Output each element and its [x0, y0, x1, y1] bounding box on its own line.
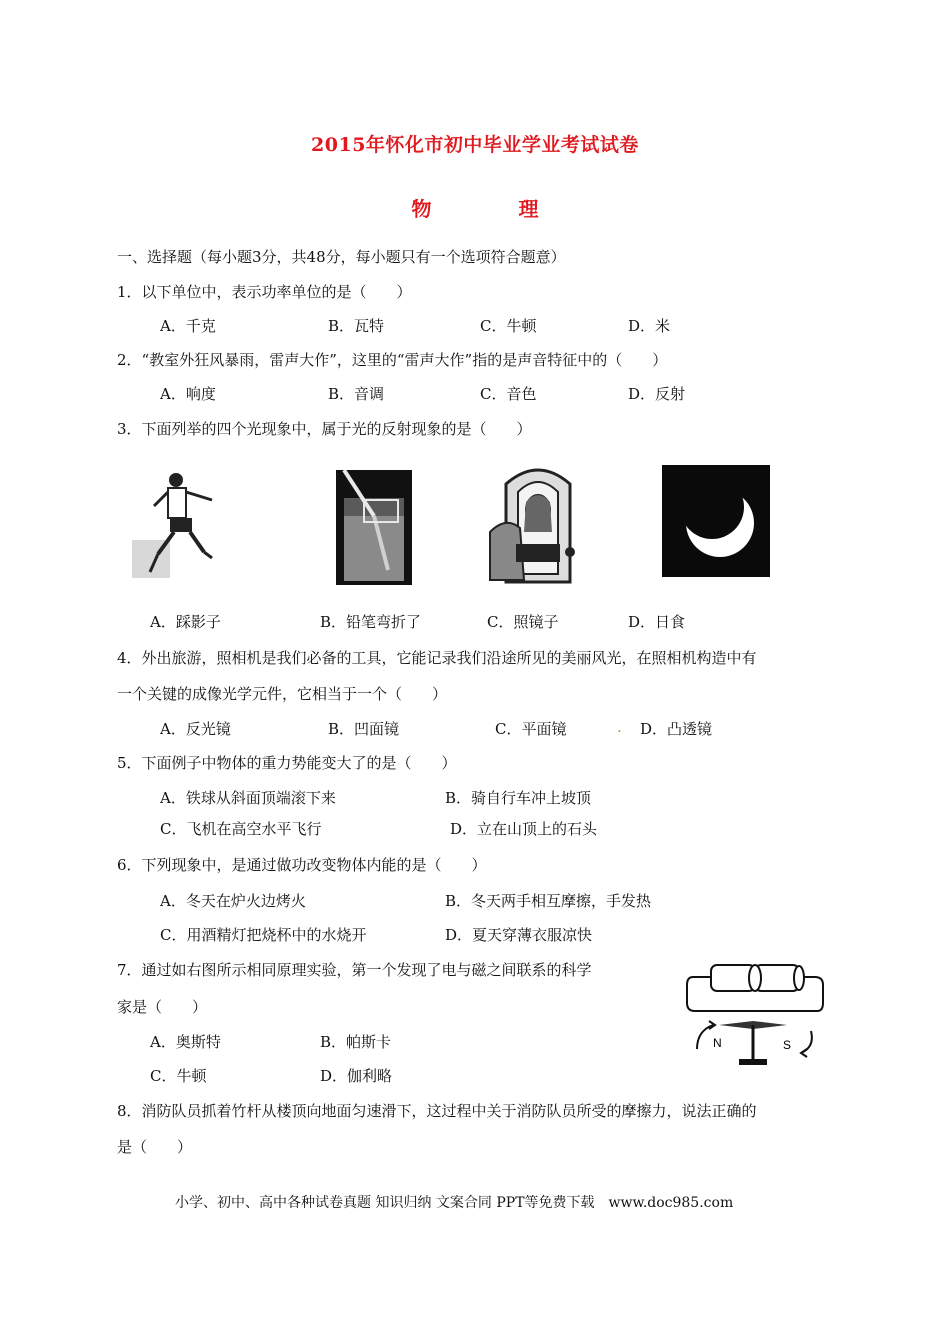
north-pole-label: N	[713, 1036, 722, 1050]
q7-option-c: C．牛顿	[150, 1067, 207, 1085]
q4-option-a: A．反光镜	[160, 720, 231, 738]
q3-option-b: B．铅笔弯折了	[320, 613, 422, 631]
question-7-stem-line-2: 家是（ ）	[117, 998, 208, 1016]
oersted-experiment-figure	[683, 955, 828, 1075]
q6-option-c: C．用酒精灯把烧杯中的水烧开	[160, 926, 367, 944]
q1-option-c: C．牛顿	[480, 317, 537, 335]
south-pole-label: S	[783, 1038, 792, 1052]
q6-option-a: A．冬天在炉火边烤火	[160, 892, 306, 910]
q4-option-b: B．凹面镜	[328, 720, 400, 738]
question-8-stem-line-2: 是（ ）	[117, 1138, 193, 1156]
looking-in-mirror-figure	[488, 462, 588, 584]
q4-option-d: D．凸透镜	[640, 720, 713, 738]
q2-option-d: D．反射	[628, 385, 686, 403]
q3-option-a: A．踩影子	[150, 613, 221, 631]
q7-option-b: B．帕斯卡	[320, 1033, 392, 1051]
question-3-stem: 3．下面列举的四个光现象中，属于光的反射现象的是（ ）	[117, 420, 532, 438]
q2-option-b: B．音调	[328, 385, 385, 403]
q6-option-d: D．夏天穿薄衣服凉快	[445, 926, 593, 944]
q1-option-b: B．瓦特	[328, 317, 385, 335]
q1-option-a: A．千克	[160, 317, 216, 335]
q5-option-c: C．飞机在高空水平飞行	[160, 820, 322, 838]
section-heading: 一、选择题（每小题3分，共48分，每小题只有一个选项符合题意）	[117, 248, 566, 266]
q5-option-b: B．骑自行车冲上坡顶	[445, 789, 592, 807]
question-4-stem-line-2: 一个关键的成像光学元件，它相当于一个（ ）	[117, 685, 448, 703]
question-4-stem-line-1: 4．外出旅游，照相机是我们必备的工具，它能记录我们沿途所见的美丽风光，在照相机构造中有	[117, 649, 757, 667]
q2-option-c: C．音色	[480, 385, 537, 403]
q7-option-a: A．奥斯特	[150, 1033, 221, 1051]
q7-option-d: D．伽利略	[320, 1067, 393, 1085]
speck-mark: .	[617, 718, 622, 736]
q3-option-d: D．日食	[628, 613, 686, 631]
bent-pencil-figure	[336, 470, 412, 585]
q1-option-d: D．米	[628, 317, 671, 335]
q5-option-d: D．立在山顶上的石头	[450, 820, 598, 838]
question-2-stem: 2．“教室外狂风暴雨，雷声大作”，这里的“雷声大作”指的是声音特征中的（ ）	[117, 351, 668, 369]
q5-option-a: A．铁球从斜面顶端滚下来	[160, 789, 336, 807]
question-5-stem: 5．下面例子中物体的重力势能变大了的是（ ）	[117, 754, 457, 772]
question-6-stem: 6．下列现象中，是通过做功改变物体内能的是（ ）	[117, 856, 487, 874]
question-7-stem-line-1: 7．通过如右图所示相同原理实验，第一个发现了电与磁之间联系的科学	[117, 961, 592, 979]
stepping-on-shadow-figure	[132, 470, 222, 582]
solar-eclipse-figure	[662, 465, 770, 577]
q2-option-a: A．响度	[160, 385, 216, 403]
exam-title: 2015年怀化市初中毕业学业考试试卷	[311, 134, 639, 156]
q3-option-c: C．照镜子	[487, 613, 559, 631]
footer-note: 小学、初中、高中各种试卷真题 知识归纳 文案合同 PPT等免费下载 www.doc985.com	[175, 1195, 734, 1211]
question-1-stem: 1．以下单位中，表示功率单位的是（ ）	[117, 283, 412, 301]
q4-option-c: C．平面镜	[495, 720, 567, 738]
q6-option-b: B．冬天两手相互摩擦，手发热	[445, 892, 652, 910]
question-8-stem-line-1: 8．消防队员抓着竹杆从楼顶向地面匀速滑下，这过程中关于消防队员所受的摩擦力，说法正确的	[117, 1102, 757, 1120]
subject-title: 物 理	[411, 197, 579, 221]
